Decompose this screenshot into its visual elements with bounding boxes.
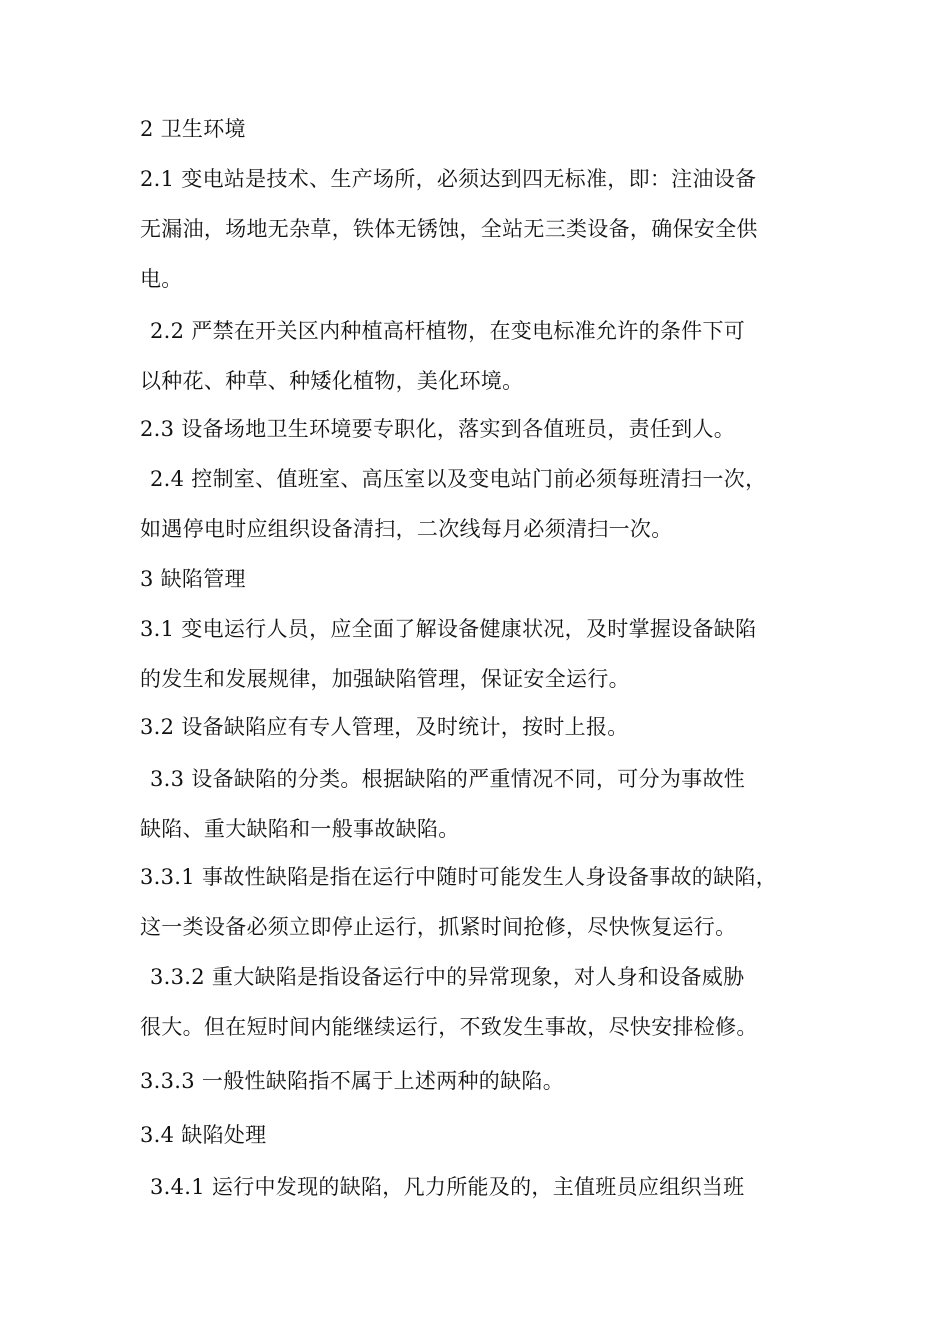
paragraph-line: 的发生和发展规律，加强缺陷管理，保证安全运行。 <box>140 667 630 691</box>
paragraph-line: 以种花、种草、种矮化植物，美化环境。 <box>140 369 524 393</box>
paragraph-line: 电。 <box>140 267 183 291</box>
paragraph-line: 3.4.1 运行中发现的缺陷，凡力所能及的，主值班员应组织当班 <box>150 1175 745 1199</box>
paragraph-line: 3.1 变电运行人员，应全面了解设备健康状况，及时掌握设备缺陷 <box>140 617 757 641</box>
paragraph-line: 无漏油，场地无杂草，铁体无锈蚀，全站无三类设备，确保安全供 <box>140 217 758 241</box>
paragraph-line: 3.3 设备缺陷的分类。根据缺陷的严重情况不同，可分为事故性 <box>150 767 746 791</box>
paragraph-line: 3.2 设备缺陷应有专人管理，及时统计，按时上报。 <box>140 715 629 739</box>
paragraph-line: 2.4 控制室、值班室、高压室以及变电站门前必须每班清扫一次， <box>150 467 767 491</box>
section-heading: 2 卫生环境 <box>140 117 246 141</box>
paragraph-line: 这一类设备必须立即停止运行，抓紧时间抢修，尽快恢复运行。 <box>140 915 737 939</box>
paragraph-line: 缺陷、重大缺陷和一般事故缺陷。 <box>140 817 460 841</box>
paragraph-line: 很大。但在短时间内能继续运行，不致发生事故，尽快安排检修。 <box>140 1015 758 1039</box>
section-heading: 3.4 缺陷处理 <box>140 1123 267 1147</box>
paragraph-line: 如遇停电时应组织设备清扫，二次线每月必须清扫一次。 <box>140 517 673 541</box>
section-heading: 3 缺陷管理 <box>140 567 246 591</box>
paragraph-line: 3.3.1 事故性缺陷是指在运行中随时可能发生人身设备事故的缺陷， <box>140 865 778 889</box>
paragraph-line: 3.3.2 重大缺陷是指设备运行中的异常现象，对人身和设备威胁 <box>150 965 745 989</box>
paragraph-line: 3.3.3 一般性缺陷指不属于上述两种的缺陷。 <box>140 1069 565 1093</box>
paragraph-line: 2.3 设备场地卫生环境要专职化，落实到各值班员，责任到人。 <box>140 417 736 441</box>
paragraph-line: 2.1 变电站是技术、生产场所，必须达到四无标准，即：注油设备 <box>140 167 757 191</box>
paragraph-line: 2.2 严禁在开关区内种植高杆植物，在变电标准允许的条件下可 <box>150 319 746 343</box>
